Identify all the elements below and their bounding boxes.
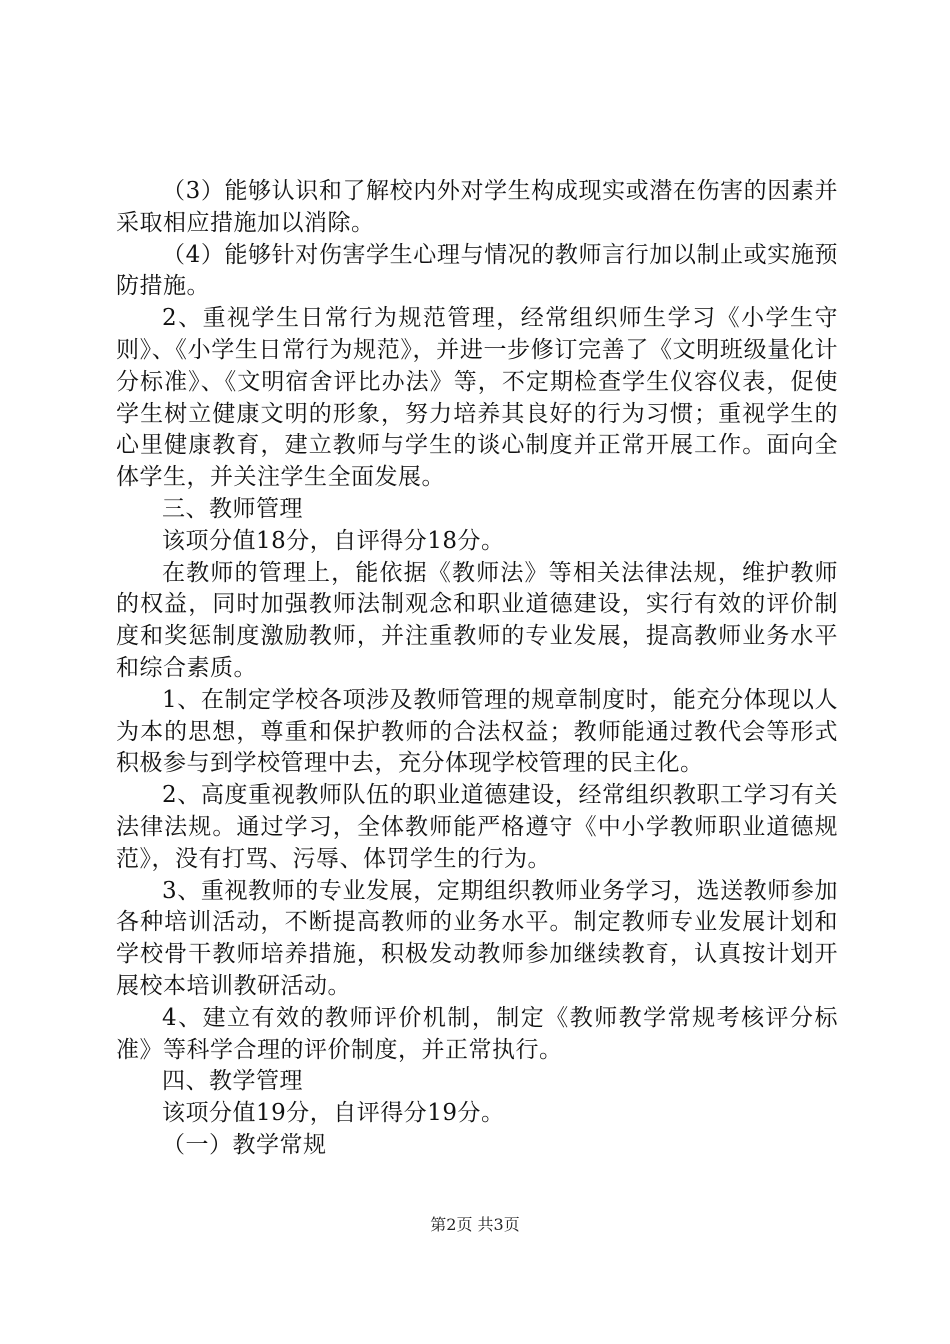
- section-heading-teacher-management: 三、教师管理: [162, 495, 303, 522]
- subheading-teaching-routine: （一）教学常规: [162, 1131, 327, 1158]
- document-body: [116, 176, 838, 1162]
- page-footer: [0, 1215, 950, 1235]
- paragraph-teacher-4: 4、建立有效的教师评价机制，制定《教师教学常规考核评分标准》等科学合理的评价制度，并正常执行。: [116, 1004, 838, 1063]
- paragraph-item-3: （3）能够认识和了解校内外对学生构成现实或潜在伤害的因素并采取相应措施加以消除。: [116, 178, 838, 236]
- paragraph-item-4: （4）能够针对伤害学生心理与情况的教师言行加以制止或实施预防措施。: [116, 241, 838, 300]
- paragraph-teacher-3: 3、重视教师的专业发展，定期组织教师业务学习，选送教师参加各种培训活动，不断提高教师的业务水平。制定教师专业发展计划和学校骨干教师培养措施，积极发动教师参加继续教育，认真按计划开展校本培训教研活动。: [116, 877, 838, 999]
- page-number-label: 第2页 共3页: [430, 1215, 520, 1234]
- paragraph-student-conduct: 2、重视学生日常行为规范管理，经常组织师生学习《小学生守则》、《小学生日常行为规范》，并进一步修订完善了《文明班级量化计分标准》、《文明宿舍评比办法》等，不定期检查学生仪容仪表，促使学生树立健康文明的形象，努力培养其良好的行为习惯；重视学生的心里健康教育，建立教师与学生的谈心制度并正常开展工作。面向全体学生，并关注学生全面发展。: [116, 305, 838, 491]
- paragraph-teacher-2: 2、高度重视教师队伍的职业道德建设，经常组织教职工学习有关法律法规。通过学习，全体教师能严格遵守《中小学教师职业道德规范》，没有打骂、污辱、体罚学生的行为。: [116, 782, 838, 872]
- paragraph-teacher-intro: 在教师的管理上，能依据《教师法》等相关法律法规，维护教师的权益，同时加强教师法制观念和职业道德建设，实行有效的评价制度和奖惩制度激励教师，并注重教师的专业发展，提高教师业务水平和综合素质。: [116, 559, 838, 681]
- score-line-teacher: 该项分值18分，自评得分18分。: [162, 527, 505, 554]
- paragraph-teacher-1: 1、在制定学校各项涉及教师管理的规章制度时，能充分体现以人为本的思想，尊重和保护教师的合法权益；教师能通过教代会等形式积极参与到学校管理中去，充分体现学校管理的民主化。: [116, 686, 838, 777]
- section-heading-teaching-management: 四、教学管理: [162, 1068, 303, 1095]
- score-line-teaching: 该项分值19分，自评得分19分。: [162, 1100, 505, 1127]
